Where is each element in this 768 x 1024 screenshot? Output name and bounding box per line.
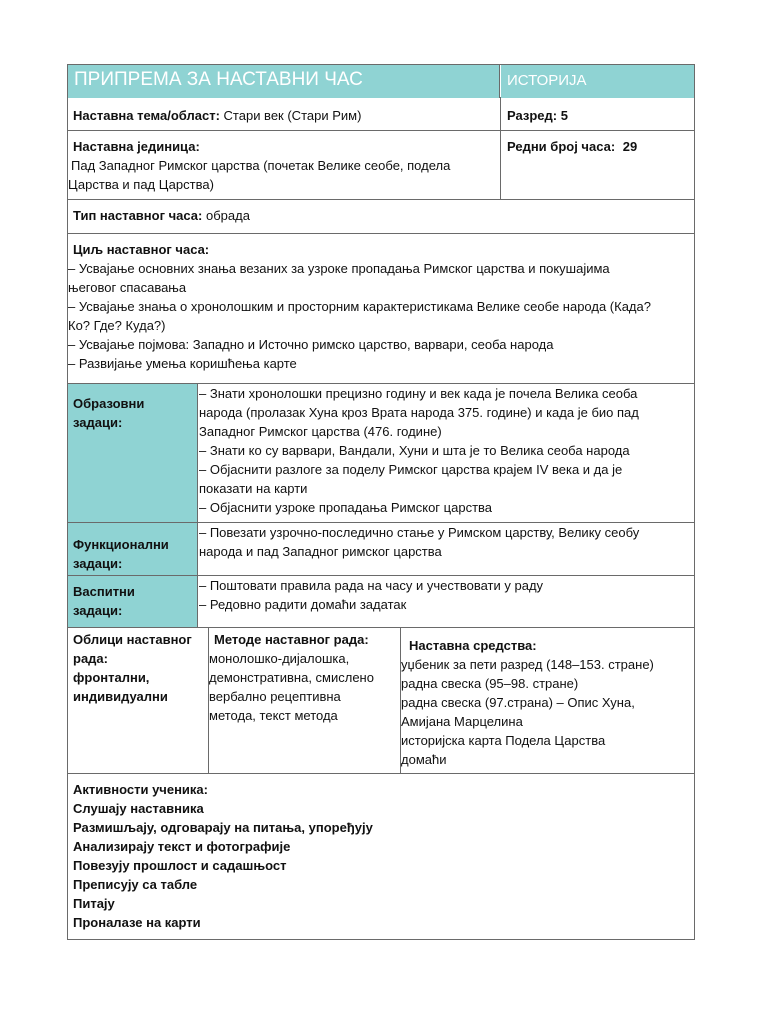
methods-line: демонстративна, смислено	[209, 670, 374, 685]
subject-label: ИСТОРИЈА	[501, 65, 694, 98]
upbringing-tasks-label	[68, 576, 198, 627]
educational-line: – Знати ко су варвари, Вандали, Хуни и шта је то Велика сеоба народа	[199, 443, 630, 458]
upbringing-line: – Редовно радити домаћи задатак	[199, 597, 407, 612]
upbringing-tasks-row	[67, 576, 695, 628]
educational-tasks-row	[67, 384, 695, 523]
grade-value: 5	[560, 108, 568, 123]
educational-line: Западног Римског царства (476. године)	[199, 424, 442, 439]
methods-label: Методе наставног рада:	[214, 632, 369, 647]
forms-line: индивидуални	[73, 689, 168, 704]
activity-item: Преписују са табле	[73, 877, 198, 892]
educational-label-line: Образовни	[73, 396, 145, 411]
topic-value: Стари век (Стари Рим)	[223, 108, 362, 123]
topic-row	[67, 98, 695, 131]
functional-label-line: Функционални	[73, 537, 169, 552]
goal-line: – Усвајање појмова: Западно и Источно римско царство, варвари, сеоба народа	[68, 337, 554, 352]
forms-line: фронтални,	[73, 670, 150, 685]
educational-line: – Објаснити узроке пропадања Римског царства	[199, 500, 493, 515]
grade-label: Разред:	[507, 108, 558, 123]
educational-line: показати на карти	[199, 481, 308, 496]
functional-line: – Повезати узрочно-последично стање у Римском царству, Велику сеобу	[199, 525, 640, 540]
resources-line: историјска карта Подела Царства	[401, 733, 606, 748]
topic-label: Наставна тема/област:	[73, 108, 220, 123]
activities-cell	[68, 774, 694, 939]
lesson-type-label: Тип наставног часа:	[73, 208, 203, 223]
upbringing-line: – Поштовати правила рада на часу и учествовати у раду	[199, 578, 544, 593]
educational-line: – Знати хронолошки прецизно годину и век када је почела Велика сеоба	[199, 386, 638, 401]
unit-label: Наставна јединица:	[73, 139, 200, 154]
functional-line: народа и пад Западног римског царства	[199, 544, 442, 559]
goal-cell	[68, 234, 694, 383]
goal-line: – Развијање умења коришћења карте	[68, 356, 297, 371]
forms-cell	[68, 628, 209, 773]
methods-cell	[209, 628, 401, 773]
methods-line: вербално рецептивна	[209, 689, 341, 704]
methods-line: метода, текст метода	[209, 708, 338, 723]
goal-line: – Усвајање знања о хронолошким и просторним карактеристикама Велике сеобе народа (Када?	[68, 299, 651, 314]
forms-label: Облици наставног	[73, 632, 192, 647]
unit-cell	[68, 131, 501, 199]
goal-label: Циљ наставног часа:	[73, 242, 210, 257]
activity-item: Питају	[73, 896, 115, 911]
resources-label: Наставна средства:	[409, 638, 537, 653]
lesson-number-value: 29	[622, 139, 638, 154]
upbringing-label-line: задаци:	[73, 603, 123, 618]
resources-line: домаћи	[401, 752, 447, 767]
activity-item: Анализирају текст и фотографије	[73, 839, 291, 854]
goal-line: његовог спасавања	[68, 280, 187, 295]
goal-line: – Усвајање основних знања везаних за узроке пропадања Римског царства и покушајима	[68, 261, 610, 276]
resources-line: Амијана Марцелина	[401, 714, 523, 729]
educational-label-line: задаци:	[73, 415, 123, 430]
functional-tasks-content	[198, 523, 694, 575]
functional-label-line: задаци:	[73, 556, 123, 571]
resources-cell	[401, 628, 694, 773]
educational-line: народа (пролазак Хуна кроз Врата народа 375. године) и када је био пад	[199, 405, 639, 420]
educational-line: – Објаснити разлоге за поделу Римског царства крајем IV века и да је	[199, 462, 623, 477]
methods-row	[67, 628, 695, 774]
lesson-number-cell	[501, 131, 694, 199]
upbringing-label-line: Васпитни	[73, 584, 135, 599]
activities-row	[67, 774, 695, 940]
goal-line: Ко? Где? Куда?)	[68, 318, 166, 333]
resources-line: радна свеска (95–98. стране)	[401, 676, 579, 691]
topic-cell	[68, 98, 501, 130]
educational-tasks-content	[198, 384, 694, 522]
methods-line: монолошко-дијалошка,	[209, 651, 350, 666]
lesson-type-row	[67, 200, 695, 234]
activity-item: Повезују прошлост и садашњост	[73, 858, 287, 873]
lesson-type-cell	[68, 200, 694, 233]
header-row	[67, 64, 695, 98]
functional-tasks-row	[67, 523, 695, 576]
unit-line-1: Пад Западног Римског царства (почетак Велике сеобе, подела	[71, 158, 451, 173]
grade-cell	[501, 98, 694, 130]
document-title: ПРИПРЕМА ЗА НАСТАВНИ ЧАС	[68, 65, 500, 98]
functional-tasks-label	[68, 523, 198, 575]
unit-row	[67, 131, 695, 200]
activities-label: Активности ученика:	[73, 782, 208, 797]
activity-item: Размишљају, одговарају на питања, упоређују	[73, 820, 373, 835]
lesson-plan-document	[67, 64, 695, 940]
upbringing-tasks-content	[198, 576, 694, 627]
resources-line: уџбеник за пети разред (148–153. стране)	[401, 657, 654, 672]
resources-line: радна свеска (97.страна) – Опис Хуна,	[401, 695, 635, 710]
forms-label: рада:	[73, 651, 108, 666]
activity-item: Проналазе на карти	[73, 915, 201, 930]
lesson-number-label: Редни број часа:	[507, 139, 616, 154]
educational-tasks-label	[68, 384, 198, 522]
lesson-type-value: обрада	[205, 208, 250, 223]
unit-line-2: Царства и пад Царства)	[68, 177, 214, 192]
goal-row	[67, 234, 695, 384]
activity-item: Слушају наставника	[73, 801, 204, 816]
